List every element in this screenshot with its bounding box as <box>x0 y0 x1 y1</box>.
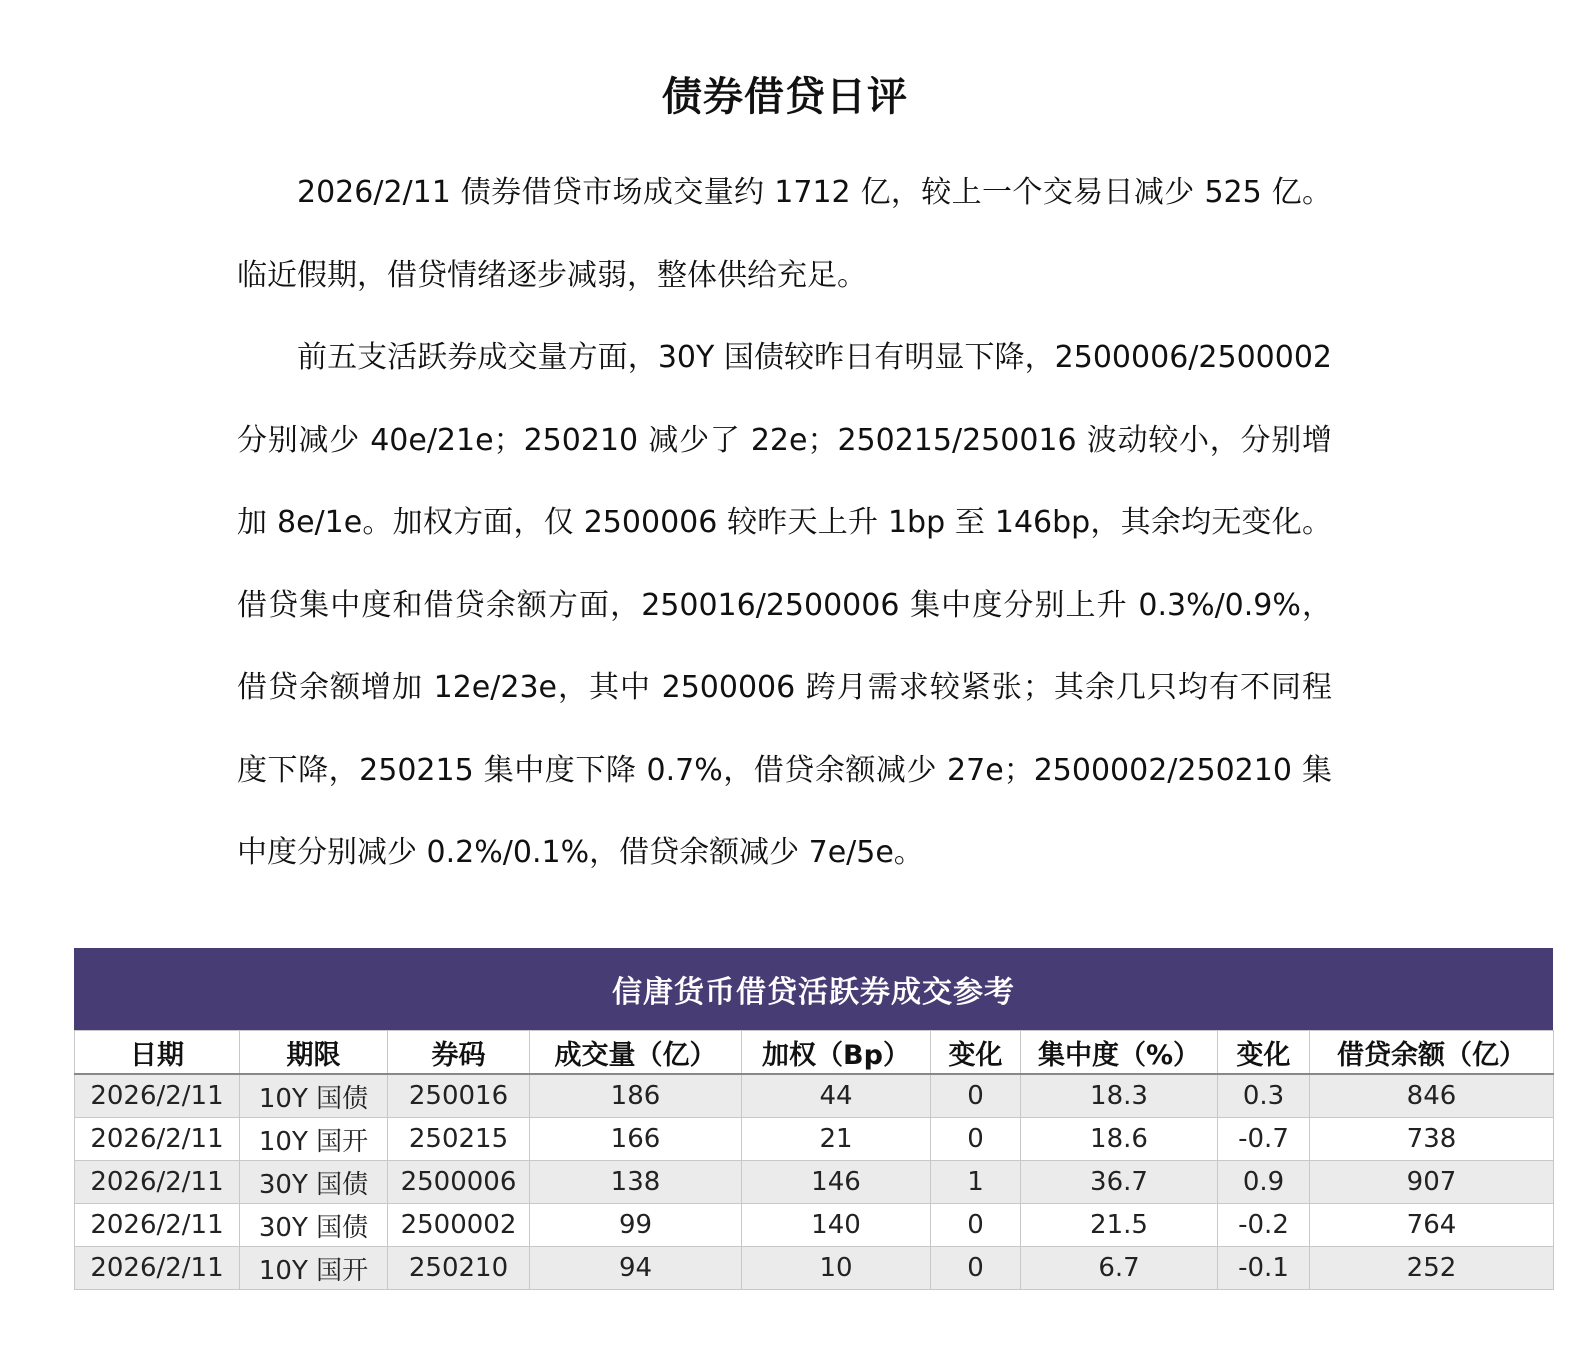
column-header-concentration: 集中度（%） <box>1021 1031 1218 1075</box>
column-header-lending-balance: 借贷余额（亿） <box>1310 1031 1554 1075</box>
paragraph-active-bonds: 前五支活跃券成交量方面，30Y 国债较昨日有明显下降，2500006/2500002 分别减少 40e/21e；250210 减少了 22e；250215/250016 波动较小，分别增加 8e/1e。加权方面，仅 2500006 较昨天上升 1bp 至 146bp，其余均无变化。借贷集中度和借贷余额方面，250016/2500006 集中度分别上升 0.3%/0.9%，借贷余额增加 12e/23e，其中 2500006 跨月需求较紧张；其余几只均有不同程度下降，250215 集中度下降 0.7%，借贷余额减少 27e；2500002/250210 集中度分别减少 0.2%/0.1%，借贷余额减少 7e/5e。 <box>237 340 1332 870</box>
cell-weighted-rate: 10 <box>742 1247 931 1290</box>
cell-date: 2026/2/11 <box>75 1118 240 1161</box>
active-bonds-table <box>74 948 1553 1290</box>
bond-lending-table <box>74 1030 1554 1290</box>
cell-rate-change: 0 <box>931 1118 1021 1161</box>
column-header-tenor: 期限 <box>240 1031 388 1075</box>
cell-lending-balance: 907 <box>1310 1161 1554 1204</box>
cell-rate-change: 0 <box>931 1074 1021 1118</box>
cell-bond-code: 2500006 <box>388 1161 530 1204</box>
cell-weighted-rate: 140 <box>742 1204 931 1247</box>
column-header-bond-code: 券码 <box>388 1031 530 1075</box>
cell-rate-change: 0 <box>931 1204 1021 1247</box>
cell-date: 2026/2/11 <box>75 1161 240 1204</box>
cell-tenor: 10Y 国债 <box>240 1074 388 1118</box>
cell-bond-code: 250016 <box>388 1074 530 1118</box>
table-row <box>75 1161 1554 1204</box>
cell-concentration: 21.5 <box>1021 1204 1218 1247</box>
cell-weighted-rate: 21 <box>742 1118 931 1161</box>
cell-concentration-change: 0.3 <box>1218 1074 1310 1118</box>
cell-concentration: 36.7 <box>1021 1161 1218 1204</box>
cell-volume: 99 <box>530 1204 742 1247</box>
commentary-body <box>237 152 1332 895</box>
cell-tenor: 30Y 国债 <box>240 1161 388 1204</box>
column-header-rate-change: 变化 <box>931 1031 1021 1075</box>
cell-lending-balance: 846 <box>1310 1074 1554 1118</box>
cell-concentration: 18.6 <box>1021 1118 1218 1161</box>
column-header-date: 日期 <box>75 1031 240 1075</box>
cell-date: 2026/2/11 <box>75 1247 240 1290</box>
cell-lending-balance: 764 <box>1310 1204 1554 1247</box>
cell-volume: 138 <box>530 1161 742 1204</box>
column-header-weighted-rate: 加权（Bp） <box>742 1031 931 1075</box>
cell-concentration-change: -0.2 <box>1218 1204 1310 1247</box>
table-row <box>75 1247 1554 1290</box>
cell-volume: 94 <box>530 1247 742 1290</box>
column-header-concentration-change: 变化 <box>1218 1031 1310 1075</box>
page-title: 债券借贷日评 <box>662 73 908 120</box>
cell-bond-code: 2500002 <box>388 1204 530 1247</box>
cell-concentration: 6.7 <box>1021 1247 1218 1290</box>
cell-bond-code: 250210 <box>388 1247 530 1290</box>
column-header-volume: 成交量（亿） <box>530 1031 742 1075</box>
cell-volume: 166 <box>530 1118 742 1161</box>
cell-lending-balance: 738 <box>1310 1118 1554 1161</box>
table-row <box>75 1118 1554 1161</box>
cell-concentration-change: -0.1 <box>1218 1247 1310 1290</box>
cell-concentration-change: 0.9 <box>1218 1161 1310 1204</box>
paragraph-market-volume: 2026/2/11 债券借贷市场成交量约 1712 亿，较上一个交易日减少 525 亿。临近假期，借贷情绪逐步减弱，整体供给充足。 <box>237 175 1332 293</box>
cell-tenor: 30Y 国债 <box>240 1204 388 1247</box>
cell-concentration: 18.3 <box>1021 1074 1218 1118</box>
cell-bond-code: 250215 <box>388 1118 530 1161</box>
cell-rate-change: 1 <box>931 1161 1021 1204</box>
cell-date: 2026/2/11 <box>75 1074 240 1118</box>
cell-date: 2026/2/11 <box>75 1204 240 1247</box>
table-row <box>75 1074 1554 1118</box>
table-caption: 信唐货币借贷活跃券成交参考 <box>74 948 1553 1030</box>
cell-weighted-rate: 44 <box>742 1074 931 1118</box>
cell-tenor: 10Y 国开 <box>240 1247 388 1290</box>
cell-concentration-change: -0.7 <box>1218 1118 1310 1161</box>
cell-lending-balance: 252 <box>1310 1247 1554 1290</box>
table-row <box>75 1204 1554 1247</box>
cell-weighted-rate: 146 <box>742 1161 931 1204</box>
cell-rate-change: 0 <box>931 1247 1021 1290</box>
cell-tenor: 10Y 国开 <box>240 1118 388 1161</box>
cell-volume: 186 <box>530 1074 742 1118</box>
table-header-row <box>75 1031 1554 1075</box>
